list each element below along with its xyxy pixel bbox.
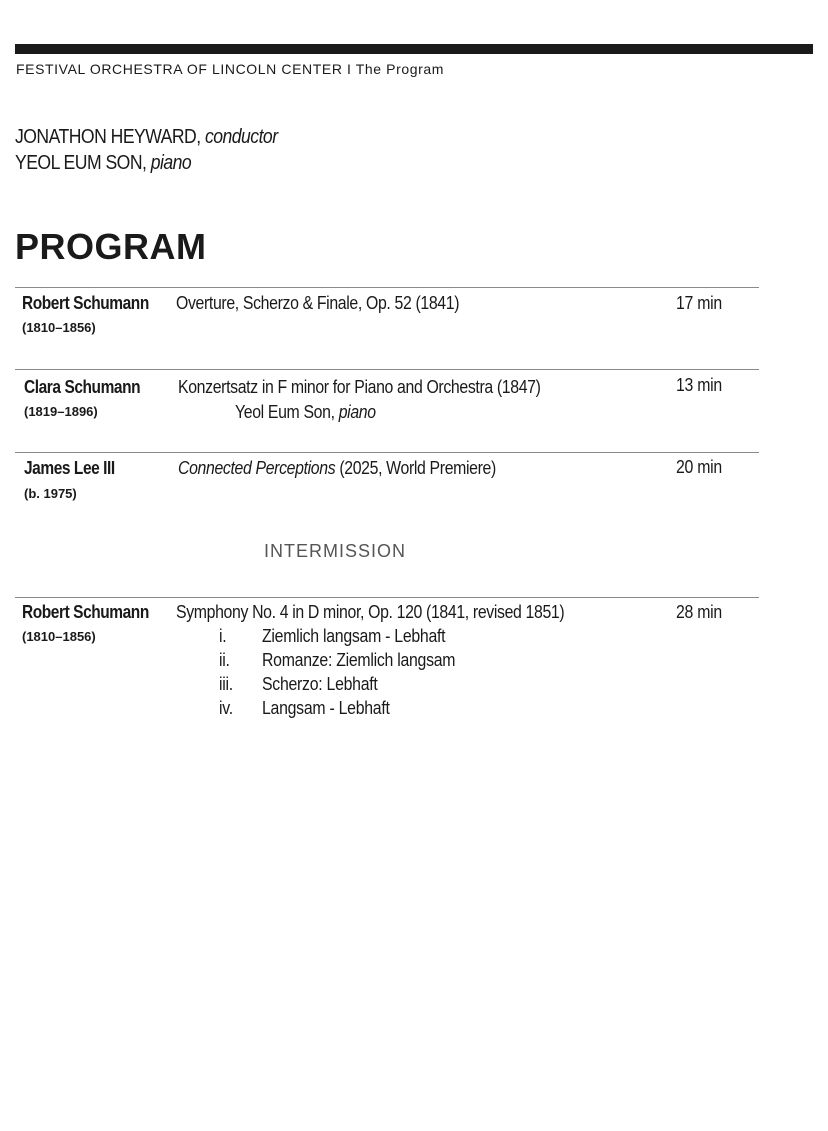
- divider: [15, 597, 759, 598]
- work-title: [178, 458, 496, 479]
- work-title: Symphony No. 4 in D minor, Op. 120 (1841, revised 1851): [176, 602, 565, 622]
- composer-dates: (1819–1896): [24, 404, 98, 419]
- work-name: Connected Perceptions: [178, 458, 336, 478]
- header-bar: [15, 44, 813, 54]
- work-title: Overture, Scherzo & Finale, Op. 52 (1841): [176, 293, 460, 313]
- movement-title: Ziemlich langsam - Lebhaft: [262, 626, 446, 646]
- pianist-credit: [15, 152, 191, 175]
- composer-name: Robert Schumann: [22, 602, 149, 622]
- soloist-role: piano: [338, 402, 376, 422]
- movement-number: i.: [219, 626, 227, 646]
- movement-number: iii.: [219, 674, 233, 694]
- soloist-name: Yeol Eum Son,: [235, 402, 335, 422]
- performer-role: conductor: [204, 126, 278, 148]
- performer-name: YEOL EUM SON,: [15, 152, 147, 174]
- soloist-credit: [235, 402, 376, 423]
- duration: 28 min: [676, 602, 722, 622]
- composer-name: Robert Schumann: [22, 293, 149, 313]
- movement-title: Romanze: Ziemlich langsam: [262, 650, 456, 670]
- running-head: FESTIVAL ORCHESTRA OF LINCOLN CENTER I The Program: [16, 61, 445, 77]
- work-title: Konzertsatz in F minor for Piano and Orchestra (1847): [178, 377, 541, 397]
- duration: 17 min: [676, 293, 722, 313]
- intermission-label: INTERMISSION: [264, 541, 407, 561]
- composer-name: Clara Schumann: [24, 377, 141, 397]
- duration: 13 min: [676, 375, 722, 395]
- movement-number: ii.: [219, 650, 230, 670]
- program-title: PROGRAM: [15, 226, 207, 267]
- divider: [15, 452, 759, 453]
- movement-number: iv.: [219, 698, 233, 718]
- composer-dates: (1810–1856): [22, 320, 96, 335]
- performer-role: piano: [150, 152, 192, 174]
- divider: [15, 369, 759, 370]
- movement-title: Langsam - Lebhaft: [262, 698, 390, 718]
- conductor-credit: [15, 126, 278, 149]
- work-detail: (2025, World Premiere): [335, 458, 496, 478]
- composer-dates: (1810–1856): [22, 629, 96, 644]
- divider: [15, 287, 759, 288]
- composer-dates: (b. 1975): [24, 486, 77, 501]
- performer-name: JONATHON HEYWARD,: [15, 126, 201, 148]
- composer-name: James Lee III: [24, 458, 115, 478]
- movement-title: Scherzo: Lebhaft: [262, 674, 378, 694]
- duration: 20 min: [676, 457, 722, 477]
